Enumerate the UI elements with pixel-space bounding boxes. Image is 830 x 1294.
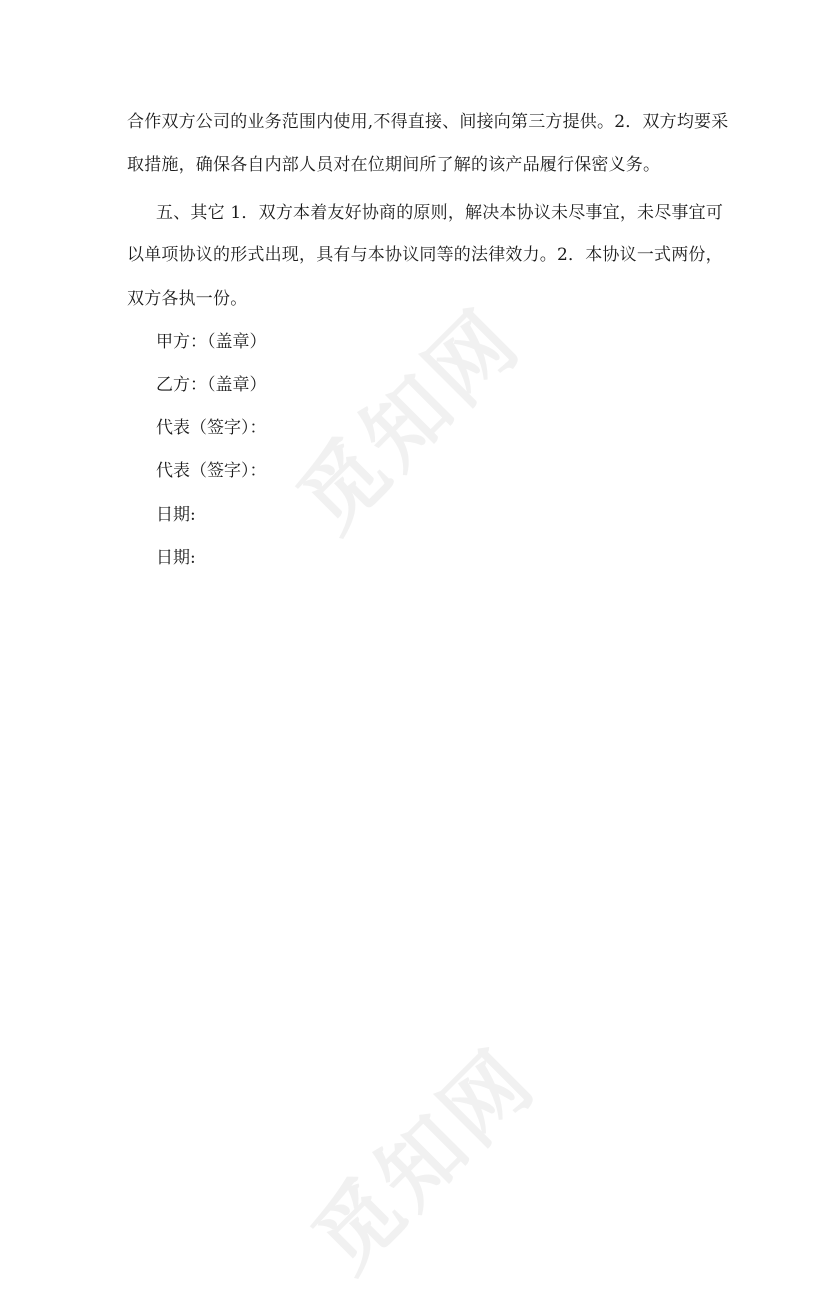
watermark: 觅知网 [279, 289, 540, 551]
watermark: 觅知网 [294, 1029, 555, 1291]
paragraph-line: 以单项协议的形式出现，具有与本协议同等的法律效力。2．本协议一式两份， [127, 245, 723, 265]
paragraph-line: 双方各执一份。 [127, 289, 248, 309]
paragraph-line: 取措施，确保各自内部人员对在位期间所了解的该产品履行保密义务。 [127, 155, 661, 175]
date-b: 日期: [156, 548, 196, 568]
representative-b-signature: 代表（签字）： [156, 461, 267, 481]
party-b-seal: 乙方：（盖章） [156, 375, 267, 395]
date-a: 日期: [156, 505, 196, 525]
paragraph-line: 五、其它 1．双方本着友好协商的原则，解决本协议未尽事宜，未尽事宜可 [156, 203, 724, 223]
paragraph-line: 合作双方公司的业务范围内使用,不得直接、间接向第三方提供。2．双方均要采 [127, 112, 729, 132]
party-a-seal: 甲方：（盖章） [156, 332, 267, 352]
representative-a-signature: 代表（签字）： [156, 418, 267, 438]
